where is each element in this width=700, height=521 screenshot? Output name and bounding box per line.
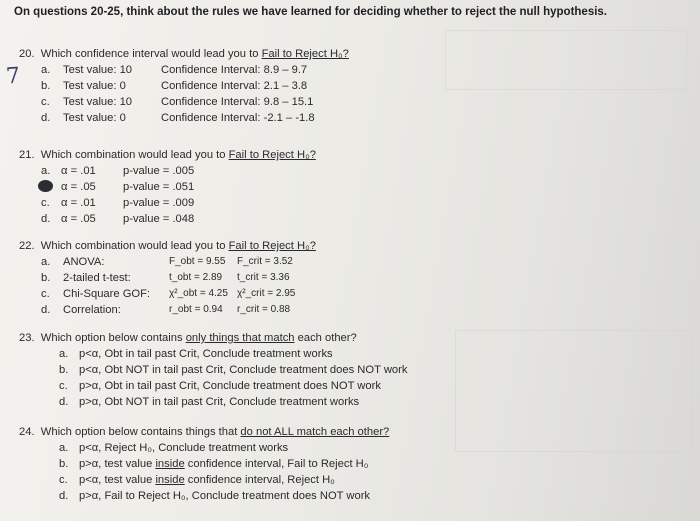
- text-q24-options-0-pre: p<α, Reject H₀, Conclude treatment works: [79, 442, 289, 454]
- text-q23-options-0-text: p<α, Obt in tail past Crit, Conclude treatment works: [79, 348, 333, 360]
- text-q24-options-2-u: inside: [155, 474, 185, 486]
- text-q20-stem_a: Which confidence interval would lead you to: [40, 48, 262, 60]
- text-q21-options-3-letter: d.: [41, 213, 51, 225]
- text-q20-options-1-ci: Confidence Interval: 2.1 – 3.8: [161, 80, 308, 92]
- handwritten-mark: 7: [5, 63, 21, 90]
- text-q21-options-3-p: p-value = .048: [123, 213, 195, 225]
- text-q24-stem_u: do not ALL match each other?: [240, 426, 390, 438]
- option-23a: [19, 346, 689, 362]
- text-span: [79, 472, 335, 488]
- text-q21-options-0-alpha: α = .01: [61, 165, 96, 177]
- text-q23-options-1-text: p<α, Obt NOT in tail past Crit, Conclude treatment does NOT work: [79, 364, 408, 376]
- text-q22-options-3-test: Correlation:: [63, 304, 121, 316]
- option-24d: [19, 488, 689, 504]
- text-q23-options-2-letter: c.: [59, 380, 68, 392]
- text-q22-stem_a: Which combination would lead you to: [40, 240, 229, 252]
- option-21c: [19, 195, 689, 211]
- text-q24-stem_a: Which option below contains things that: [40, 426, 241, 438]
- text-q20-options-2-ci: Confidence Interval: 9.8 – 15.1: [161, 96, 314, 108]
- filled-answer-bubble: [38, 180, 53, 192]
- question-23-stem: [19, 330, 689, 346]
- text-q20-options-1-letter: b.: [41, 80, 51, 92]
- text-q20-num: 20.: [19, 48, 35, 60]
- question-20-stem: [19, 46, 689, 62]
- question-22-stem: [19, 238, 689, 254]
- text-q24-options-0-letter: a.: [59, 442, 69, 454]
- text-q24-options-1-letter: b.: [59, 458, 69, 470]
- text-q24-options-2-letter: c.: [59, 474, 68, 486]
- text-q22-options-3-letter: d.: [41, 304, 51, 316]
- text-q22-options-2-test: Chi-Square GOF:: [63, 288, 151, 300]
- option-22b: [19, 270, 689, 286]
- option-24a: [19, 440, 689, 456]
- text-q24-options-3-pre: p>α, Fail to Reject H₀, Conclude treatment does NOT work: [79, 490, 371, 502]
- text-q22-options-1-crit: t_crit = 3.36: [237, 272, 290, 283]
- text-q24-options-3-letter: d.: [59, 490, 69, 502]
- text-q21-options-2-letter: c.: [41, 197, 50, 209]
- text-q23-options-3-text: p>α, Obt NOT in tail past Crit, Conclude treatment works: [79, 396, 360, 408]
- question-21: [19, 147, 689, 227]
- text-q20-options-3-test: Test value: 0: [63, 112, 126, 124]
- text-q21-options-1-alpha: α = .05: [61, 181, 96, 193]
- option-22d: [19, 302, 689, 318]
- option-21d: [19, 211, 689, 227]
- option-20d: [19, 110, 689, 126]
- option-22a: [19, 254, 689, 270]
- text-q20-options-0-ci: Confidence Interval: 8.9 – 9.7: [161, 64, 308, 76]
- text-q22-options-2-crit: χ²_crit = 2.95: [237, 288, 296, 299]
- text-q21-options-0-letter: a.: [41, 165, 51, 177]
- option-20a: [19, 62, 689, 78]
- text-q21-options-2-p: p-value = .009: [123, 197, 195, 209]
- text-q22-options-0-test: ANOVA:: [63, 256, 105, 268]
- text-q24-options-1-pre: p>α, test value: [79, 458, 156, 470]
- question-24: [19, 424, 689, 504]
- option-20c: [19, 94, 689, 110]
- text-q22-options-3-obt: r_obt = 0.94: [169, 304, 223, 315]
- option-21a: [19, 163, 689, 179]
- text-q23-stem_u: only things that match: [185, 332, 295, 344]
- text-q21-num: 21.: [19, 149, 35, 161]
- text-q23-num: 23.: [19, 332, 35, 344]
- text-q22-stem_u: Fail to Reject H₀?: [228, 240, 316, 252]
- text-q22-options-3-crit: r_crit = 0.88: [237, 304, 291, 315]
- option-24c: [19, 472, 689, 488]
- option-21b: [19, 179, 689, 195]
- question-21-stem: [19, 147, 689, 163]
- text-q24-options-1-post: confidence interval, Fail to Reject H₀: [184, 458, 369, 470]
- text-span: [79, 488, 370, 504]
- text-q20-options-2-test: Test value: 10: [63, 96, 133, 108]
- text-q20-options-0-letter: a.: [41, 64, 51, 76]
- question-24-stem: [19, 424, 689, 440]
- text-q22-options-0-crit: F_crit = 3.52: [237, 256, 293, 267]
- option-22c: [19, 286, 689, 302]
- option-23c: [19, 378, 689, 394]
- text-q24-options-2-pre: p<α, test value: [79, 474, 156, 486]
- question-22: [19, 238, 689, 318]
- text-q24-options-1-u: inside: [155, 458, 185, 470]
- text-q21-options-2-alpha: α = .01: [61, 197, 96, 209]
- question-20: [19, 46, 689, 126]
- text-q22-options-1-letter: b.: [41, 272, 51, 284]
- text-q22-options-2-obt: χ²_obt = 4.25: [169, 288, 228, 299]
- text-q20-options-3-letter: d.: [41, 112, 51, 124]
- text-q20-stem_u: Fail to Reject H₀?: [261, 48, 349, 60]
- text-q20-options-2-letter: c.: [41, 96, 50, 108]
- text-q22-options-0-letter: a.: [41, 256, 51, 268]
- option-23b: [19, 362, 689, 378]
- text-q24-options-2-post: confidence interval, Reject H₀: [184, 474, 335, 486]
- text-q23-options-1-letter: b.: [59, 364, 69, 376]
- text-q21-stem_a: Which combination would lead you to: [40, 149, 229, 161]
- text-q23-stem_a: Which option below contains: [40, 332, 186, 344]
- text-q23-options-0-letter: a.: [59, 348, 69, 360]
- text-q22-options-0-obt: F_obt = 9.55: [169, 256, 226, 267]
- text-q21-options-1-p: p-value = .051: [123, 181, 195, 193]
- text-q20-options-1-test: Test value: 0: [63, 80, 126, 92]
- text-q21-options-3-alpha: α = .05: [61, 213, 96, 225]
- text-q24-num: 24.: [19, 426, 35, 438]
- text-q22-options-1-test: 2-tailed t-test:: [63, 272, 131, 284]
- text-q23-options-3-letter: d.: [59, 396, 69, 408]
- text-q20-options-3-ci: Confidence Interval: -2.1 – -1.8: [161, 112, 315, 124]
- text-q21-stem_u: Fail to Reject H₀?: [228, 149, 316, 161]
- option-20b: [19, 78, 689, 94]
- instructions-header: On questions 20-25, think about the rules we have learned for deciding whether to reject the null hypothesis.: [14, 6, 608, 18]
- option-24b: [19, 456, 689, 472]
- option-23d: [19, 394, 689, 410]
- text-q23-stem_b: each other?: [294, 332, 357, 344]
- text-span: [79, 440, 288, 456]
- text-q20-options-0-test: Test value: 10: [63, 64, 133, 76]
- text-q22-num: 22.: [19, 240, 35, 252]
- text-q22-options-1-obt: t_obt = 2.89: [169, 272, 223, 283]
- text-q22-options-2-letter: c.: [41, 288, 50, 300]
- text-q23-options-2-text: p>α, Obt in tail past Crit, Conclude treatment does NOT work: [79, 380, 381, 392]
- question-23: [19, 330, 689, 410]
- text-span: [79, 456, 368, 472]
- text-q21-options-0-p: p-value = .005: [123, 165, 195, 177]
